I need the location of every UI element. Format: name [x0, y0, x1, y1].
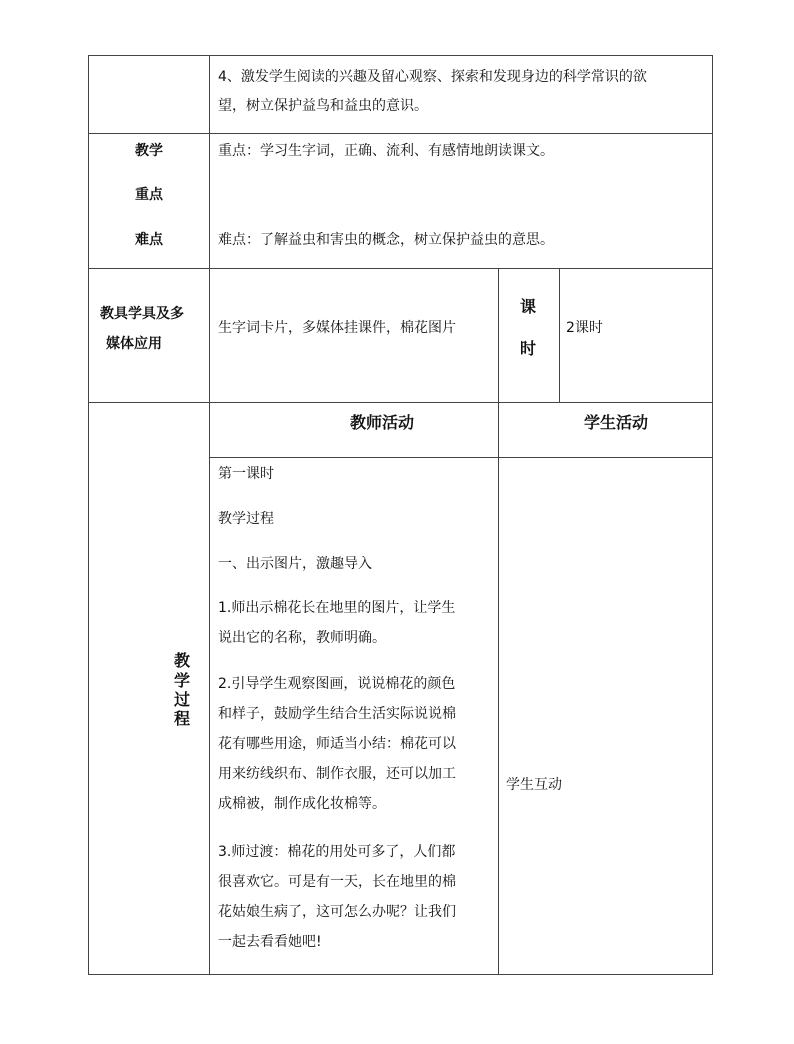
item-text: 花姑娘生病了，这可怎么办呢？让我们	[218, 904, 456, 920]
process-side-label: 教	[174, 651, 191, 670]
table-line	[88, 974, 713, 975]
objective-line-2: 望，树立保护益鸟和益虫的意识。	[218, 98, 428, 114]
item-text: 3.师过渡：棉花的用处可多了，人们都	[218, 844, 456, 860]
process-side-label: 程	[174, 709, 191, 728]
table-line	[88, 133, 713, 134]
materials-content: 生字词卡片，多媒体挂课件，棉花图片	[218, 320, 456, 336]
item-text: 和样子，鼓励学生结合生活实际说说棉	[218, 706, 456, 722]
table-line	[559, 268, 560, 402]
item-text: 用来纺线织布、制作衣服，还可以加工	[218, 766, 456, 782]
table-line	[209, 55, 210, 975]
materials-label: 教具学具及多	[100, 306, 184, 322]
hours-label: 课	[520, 297, 537, 316]
item-text: 说出它的名称，教师明确。	[218, 630, 386, 646]
table-line	[88, 402, 713, 403]
table-line	[712, 55, 713, 975]
table-line	[88, 55, 89, 975]
hours-label: 时	[520, 339, 537, 358]
key-points-label: 难点	[135, 232, 163, 248]
item-text: 花有哪些用途，师适当小结：棉花可以	[218, 736, 456, 752]
item-text: 一起去看看她吧!	[218, 934, 322, 950]
item-text: 很喜欢它。可是有一天，长在地里的棉	[218, 874, 456, 890]
student-activity-header: 学生活动	[584, 413, 649, 432]
step-title: 一、出示图片，激趣导入	[218, 556, 372, 572]
item-text: 1.师出示棉花长在地里的图片，让学生	[218, 600, 456, 616]
process-side-label: 学过	[174, 671, 191, 709]
table-line	[88, 268, 713, 269]
key-points-label: 教学	[135, 143, 163, 159]
materials-label: 媒体应用	[106, 336, 162, 352]
teacher-activity-header: 教师活动	[350, 413, 415, 432]
key-points-label: 重点	[135, 187, 163, 203]
student-activity-text: 学生互动	[506, 777, 562, 793]
item-text: 成棉被，制作成化妆棉等。	[218, 796, 386, 812]
table-line	[498, 402, 499, 974]
table-line	[88, 55, 713, 56]
hours-value: 2课时	[566, 320, 603, 336]
item-text: 2.引导学生观察图画，说说棉花的颜色	[218, 676, 456, 692]
section-title: 教学过程	[218, 511, 274, 527]
focus-text: 重点：学习生字词，正确、流利、有感情地朗读课文。	[218, 143, 554, 159]
objective-line-1: 4、激发学生阅读的兴趣及留心观察、探索和发现身边的科学常识的欲	[218, 69, 647, 85]
difficulty-text: 难点：了解益虫和害虫的概念，树立保护益虫的意思。	[218, 232, 554, 248]
table-line	[209, 457, 713, 458]
lesson-title: 第一课时	[218, 466, 274, 482]
table-line	[498, 268, 499, 402]
